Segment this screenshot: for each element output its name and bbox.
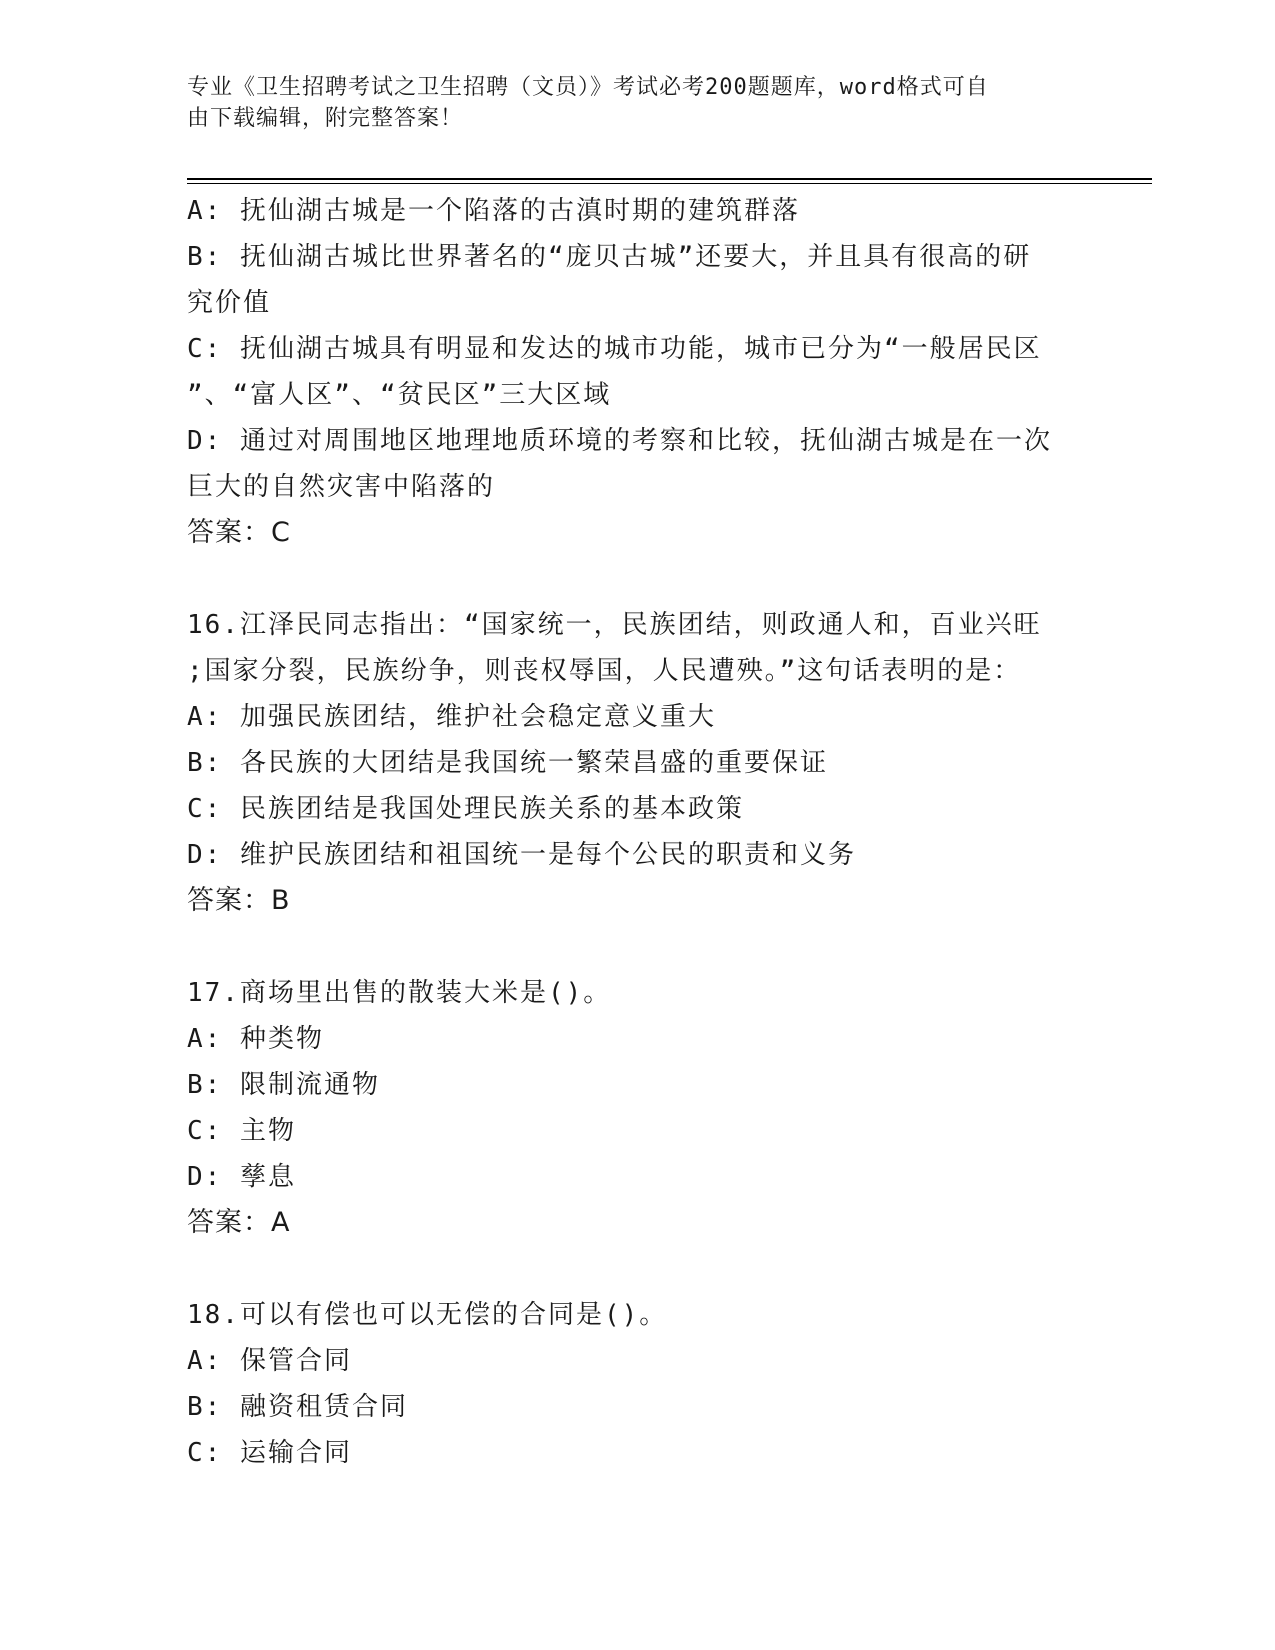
q15-option-d-line-1: D: 通过对周围地区地理地质环境的考察和比较，抚仙湖古城是在一次 [187, 426, 1052, 456]
question-16-block [187, 602, 1087, 924]
q18-stem: 18.可以有偿也可以无偿的合同是()。 [187, 1300, 668, 1330]
q15-option-b-line-1: B: 抚仙湖古城比世界著名的“庞贝古城”还要大，并且具有很高的研 [187, 242, 1032, 272]
q18-option-c: C: 运输合同 [187, 1438, 352, 1468]
q15-option-b-line-2: 究价值 [187, 288, 272, 318]
header-divider-thick [187, 178, 1152, 180]
q16-stem-line-1: 16.江泽民同志指出：“国家统一，民族团结，则政通人和，百业兴旺 [187, 610, 1042, 640]
q16-stem-line-2: ;国家分裂，民族纷争，则丧权辱国，人民遭殃。”这句话表明的是： [187, 656, 1022, 686]
q15-option-c-line-1: C: 抚仙湖古城具有明显和发达的城市功能，城市已分为“一般居民区 [187, 334, 1042, 364]
q18-option-b: B: 融资租赁合同 [187, 1392, 408, 1422]
q18-option-a: A: 保管合同 [187, 1346, 352, 1376]
q16-option-c: C: 民族团结是我国处理民族关系的基本政策 [187, 794, 744, 824]
document-header [187, 72, 1087, 134]
q17-answer: 答案：A [187, 1207, 291, 1238]
spacer [187, 924, 1087, 970]
question-17-block [187, 970, 1087, 1246]
q15-option-d-line-2: 巨大的自然灾害中陷落的 [187, 472, 496, 502]
q16-option-a: A: 加强民族团结，维护社会稳定意义重大 [187, 702, 716, 732]
q15-option-a: A: 抚仙湖古城是一个陷落的古滇时期的建筑群落 [187, 196, 800, 226]
q17-option-a: A: 种类物 [187, 1024, 324, 1054]
spacer [187, 556, 1087, 602]
document-body [187, 188, 1087, 1476]
spacer [187, 1246, 1087, 1292]
question-18-block [187, 1292, 1087, 1476]
q15-option-c-line-2: ”、“富人区”、“贫民区”三大区域 [187, 380, 612, 410]
header-divider-thin [187, 183, 1152, 184]
q15-answer: 答案：C [187, 517, 291, 548]
q17-option-d: D: 孳息 [187, 1162, 296, 1192]
q17-option-b: B: 限制流通物 [187, 1070, 380, 1100]
header-line-2: 由下载编辑，附完整答案！ [187, 106, 464, 131]
q16-option-d: D: 维护民族团结和祖国统一是每个公民的职责和义务 [187, 840, 856, 870]
q17-option-c: C: 主物 [187, 1116, 296, 1146]
q16-option-b: B: 各民族的大团结是我国统一繁荣昌盛的重要保证 [187, 748, 828, 778]
q17-stem: 17.商场里出售的散装大米是()。 [187, 978, 612, 1008]
q16-answer: 答案：B [187, 885, 291, 916]
question-15-block [187, 188, 1087, 556]
header-line-1: 专业《卫生招聘考试之卫生招聘（文员）》考试必考200题题库，word格式可自 [187, 75, 989, 100]
